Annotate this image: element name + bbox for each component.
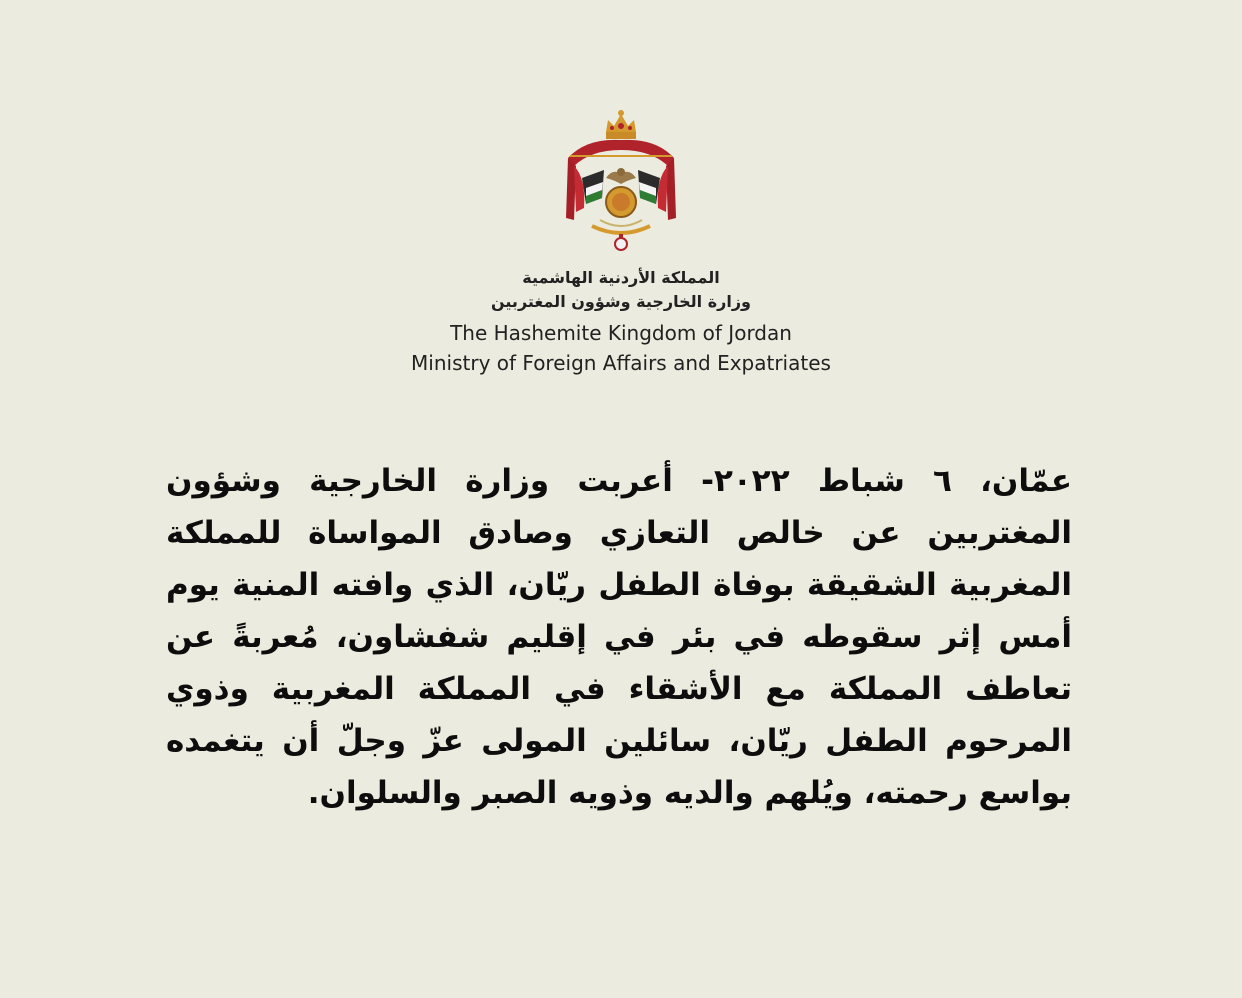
arabic-ministry-name: وزارة الخارجية وشؤون المغتربين — [491, 292, 751, 311]
jordan-coat-of-arms-icon — [556, 108, 686, 258]
arabic-kingdom-name: المملكة الأردنية الهاشمية — [522, 268, 720, 287]
statement-body: عمّان، ٦ شباط ٢٠٢٢- أعربت وزارة الخارجية وشؤون المغتربين عن خالص التعازي وصادق المواساة للمملكة المغربية الشقيقة بوفاة الطفل ريّان، الذي وافته المنية يوم أمس إثر سقوطه في بئر في إقليم شفشاون، مُعربةً عن تعاطف المملكة مع الأشقاء في المملكة المغربية وذوي المرحوم الطفل ريّان، سائلين المولى عزّ وجلّ أن يتغمده بواسع رحمته، ويُلهم والديه وذويه الصبر والسلوان. — [166, 463, 1072, 811]
english-ministry-name: Ministry of Foreign Affairs and Expatriates — [411, 351, 831, 375]
letterhead — [0, 108, 1242, 378]
english-kingdom-name: The Hashemite Kingdom of Jordan — [450, 321, 792, 345]
